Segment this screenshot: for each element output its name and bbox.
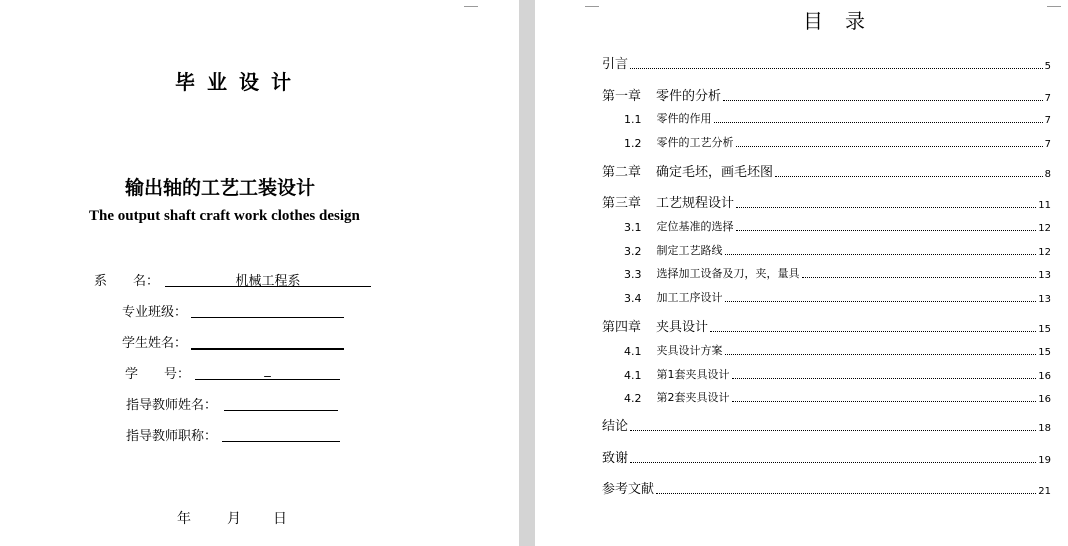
toc-entry-title: 制定工艺路线 [656,244,723,257]
field-value-advisor-title[interactable] [222,425,340,442]
toc-entry[interactable] [602,316,1051,335]
corner-mark [1047,0,1061,7]
toc-entry-title: 夹具设计方案 [656,344,723,357]
toc-entry-number: 1.1 [624,113,642,126]
cover-page [0,0,519,546]
toc-entry-page: 7 [1044,139,1051,150]
toc-leader-dots [736,207,1036,208]
toc-leader-dots [802,277,1037,278]
toc-entry[interactable] [602,85,1051,104]
thesis-title: 输出轴的工艺工装设计 [125,177,316,199]
toc-entry-title: 第2套夹具设计 [656,391,730,404]
toc-entry-title: 零件的作用 [656,112,712,125]
toc-entry-title: 选择加工设备及刀，夹，量具 [656,267,800,280]
toc-entry-title: 定位基准的选择 [656,220,734,233]
date-year: 年 [177,511,191,527]
toc-entry-number: 第一章 [602,89,642,104]
toc-entry-title: 零件的分析 [656,89,722,104]
toc-entry-page: 16 [1038,394,1051,405]
toc-entry-title: 夹具设计 [656,320,709,335]
field-label-advisor-title: 指导教师职称： [126,429,218,444]
toc-entry-number: 第三章 [602,196,642,211]
toc-entry[interactable] [624,389,1051,405]
toc-title: 目录 [803,9,887,33]
toc-entry-page: 11 [1038,200,1051,211]
toc-entry-title: 加工工序设计 [656,291,723,304]
toc-leader-dots [630,68,1043,69]
field-label-class: 专业班级： [122,305,188,320]
field-value-advisor-name[interactable] [224,394,338,411]
toc-entry-number: 3.1 [624,221,642,234]
toc-entry-page: 16 [1038,371,1051,382]
toc-entry-page: 7 [1044,115,1051,126]
toc-entry[interactable] [602,415,1051,434]
toc-entry[interactable] [624,218,1051,234]
corner-mark [464,0,478,7]
toc-entry-title: 确定毛坯，画毛坯图 [656,165,774,180]
field-label-student-name: 学生姓名： [122,336,188,351]
toc-leader-dots [656,493,1036,494]
toc-leader-dots [723,100,1043,101]
toc-entry-title: 第1套夹具设计 [656,368,730,381]
toc-entry-number: 第四章 [602,320,642,335]
date-day: 日 [273,511,287,527]
field-value-department[interactable]: 机械工程系 [165,270,371,287]
cover-heading: 毕业设计 [175,70,303,94]
toc-entry-page: 18 [1038,423,1051,434]
toc-entry-number: 3.2 [624,245,642,258]
toc-entry[interactable] [602,192,1051,211]
toc-entry-page: 12 [1038,223,1051,234]
toc-entry-page: 7 [1044,93,1051,104]
toc-leader-dots [630,430,1036,431]
toc-entry-title: 结论 [602,419,629,434]
toc-page [535,0,1068,546]
toc-leader-dots [710,331,1036,332]
toc-entry-title: 参考文献 [602,482,655,497]
field-label-department: 系 名： [94,274,160,289]
toc-entry-page: 21 [1038,486,1051,497]
toc-entry-title: 零件的工艺分析 [656,136,734,149]
field-value-student-id[interactable]: _ [195,363,340,380]
field-value-class[interactable] [191,301,344,318]
toc-entry-number: 3.3 [624,268,642,281]
toc-entry[interactable] [624,110,1051,126]
toc-entry-number: 3.4 [624,292,642,305]
toc-entry-title: 致谢 [602,451,629,466]
toc-entry[interactable] [602,447,1051,466]
toc-leader-dots [732,401,1037,402]
toc-leader-dots [714,122,1043,123]
field-label-student-id: 学 号： [125,367,191,382]
toc-entry-page: 12 [1038,247,1051,258]
toc-entry-title: 引言 [602,57,629,72]
field-value-student-name[interactable] [191,332,344,350]
toc-leader-dots [725,354,1037,355]
toc-entry-page: 13 [1038,294,1051,305]
toc-entry-title: 工艺规程设计 [656,196,735,211]
toc-entry[interactable] [624,342,1051,358]
toc-entry[interactable] [624,242,1051,258]
thesis-title-en: The output shaft craft work clothes design [89,208,360,224]
toc-entry-page: 19 [1038,455,1051,466]
toc-entry[interactable] [602,53,1051,72]
toc-entry-page: 13 [1038,270,1051,281]
toc-entry[interactable] [602,161,1051,180]
field-label-advisor-name: 指导教师姓名： [126,398,218,413]
toc-leader-dots [725,254,1037,255]
toc-entry-number: 1.2 [624,137,642,150]
toc-entry-number: 4.1 [624,369,642,382]
toc-entry-page: 15 [1038,324,1051,335]
toc-entry-number: 4.1 [624,345,642,358]
toc-entry[interactable] [624,289,1051,305]
toc-leader-dots [775,176,1043,177]
toc-entry[interactable] [624,265,1051,281]
toc-entry[interactable] [624,134,1051,150]
toc-entry-page: 8 [1044,169,1051,180]
toc-entry-page: 15 [1038,347,1051,358]
date-month: 月 [227,511,241,527]
toc-entry-number: 第二章 [602,165,642,180]
toc-leader-dots [736,146,1043,147]
toc-entry-page: 5 [1044,61,1051,72]
toc-entry-number: 4.2 [624,392,642,405]
toc-leader-dots [736,230,1037,231]
corner-mark [585,0,599,7]
toc-entry[interactable] [624,366,1051,382]
toc-leader-dots [725,301,1037,302]
toc-leader-dots [732,378,1037,379]
toc-entry[interactable] [602,478,1051,497]
toc-leader-dots [630,462,1036,463]
